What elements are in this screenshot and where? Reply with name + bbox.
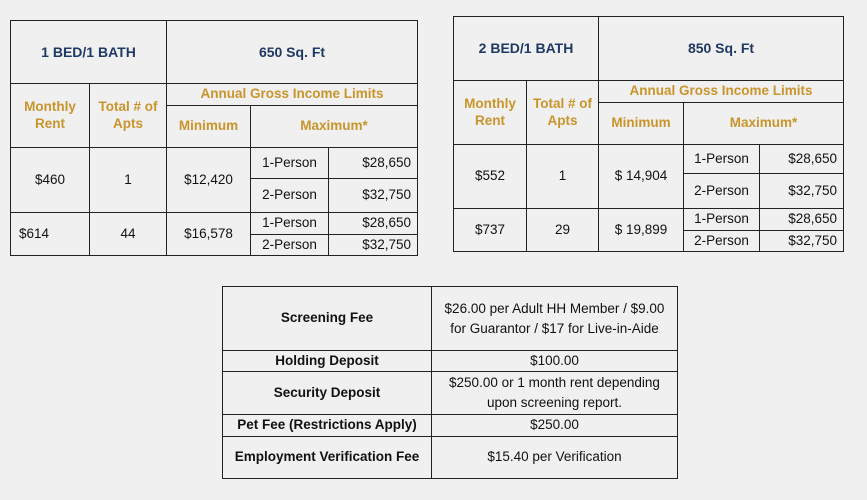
unit1-row2-min: $16,578: [167, 213, 251, 256]
unit2-col-monthly-rent: Monthly Rent: [454, 81, 527, 145]
unit1-row1-p2-value: $32,750: [329, 179, 418, 213]
fee-row: [223, 372, 678, 415]
fee-row: [223, 415, 678, 437]
unit2-row2-min: $ 19,899: [599, 209, 684, 252]
unit1-row1-p1: 1-Person: [251, 148, 329, 179]
unit1-row1-min: $12,420: [167, 148, 251, 213]
fee-label-employment: Employment Verification Fee: [223, 437, 432, 479]
unit2-row2-apts: 29: [527, 209, 599, 252]
unit2-income-header: Annual Gross Income Limits: [599, 81, 844, 103]
unit2-size: 850 Sq. Ft: [599, 17, 844, 81]
unit2-row1-p2: 2-Person: [684, 174, 760, 209]
fee-label-holding: Holding Deposit: [223, 351, 432, 372]
fee-value-employment: $15.40 per Verification: [432, 437, 678, 479]
fee-row: [223, 351, 678, 372]
unit1-row2-p2: 2-Person: [251, 235, 329, 256]
unit2-col-minimum: Minimum: [599, 103, 684, 145]
unit2-row1-p1: 1-Person: [684, 145, 760, 174]
unit2-row1-p1-value: $28,650: [760, 145, 844, 174]
fees-table: [222, 286, 678, 479]
unit2-col-maximum: Maximum*: [684, 103, 844, 145]
fee-value-pet: $250.00: [432, 415, 678, 437]
unit2-type: 2 BED/1 BATH: [454, 17, 599, 81]
fee-row: [223, 287, 678, 351]
fee-value-screening: $26.00 per Adult HH Member / $9.00 for Guarantor / $17 for Live-in-Aide: [432, 287, 678, 351]
unit1-row2-p2-value: $32,750: [329, 235, 418, 256]
unit1-row2-rent: $614: [11, 213, 90, 256]
unit1-row1-p2: 2-Person: [251, 179, 329, 213]
unit2-row2-p1-value: $28,650: [760, 209, 844, 231]
unit1-row1-rent: $460: [11, 148, 90, 213]
unit1-col-minimum: Minimum: [167, 106, 251, 148]
fee-row: [223, 437, 678, 479]
fee-label-security: Security Deposit: [223, 372, 432, 415]
unit2-table: [453, 16, 844, 252]
fee-value-security: $250.00 or 1 month rent depending upon screening report.: [432, 372, 678, 415]
unit2-row1-min: $ 14,904: [599, 145, 684, 209]
unit2-row1-apts: 1: [527, 145, 599, 209]
unit1-table: [10, 20, 418, 256]
unit1-col-total-apts: Total # of Apts: [90, 84, 167, 148]
unit1-row1-apts: 1: [90, 148, 167, 213]
unit2-row2-rent: $737: [454, 209, 527, 252]
unit1-row2-p1: 1-Person: [251, 213, 329, 235]
unit1-income-header: Annual Gross Income Limits: [167, 84, 418, 106]
unit1-row1-p1-value: $28,650: [329, 148, 418, 179]
unit2-col-total-apts: Total # of Apts: [527, 81, 599, 145]
unit2-row2-p2: 2-Person: [684, 231, 760, 252]
unit2-row1-p2-value: $32,750: [760, 174, 844, 209]
unit1-col-monthly-rent: Monthly Rent: [11, 84, 90, 148]
unit2-row2-p1: 1-Person: [684, 209, 760, 231]
fee-value-holding: $100.00: [432, 351, 678, 372]
fee-label-pet: Pet Fee (Restrictions Apply): [223, 415, 432, 437]
unit1-type: 1 BED/1 BATH: [11, 21, 167, 84]
unit1-row2-apts: 44: [90, 213, 167, 256]
unit2-row2-p2-value: $32,750: [760, 231, 844, 252]
unit1-row2-p1-value: $28,650: [329, 213, 418, 235]
unit1-size: 650 Sq. Ft: [167, 21, 418, 84]
unit1-col-maximum: Maximum*: [251, 106, 418, 148]
unit2-row1-rent: $552: [454, 145, 527, 209]
fee-label-screening: Screening Fee: [223, 287, 432, 351]
